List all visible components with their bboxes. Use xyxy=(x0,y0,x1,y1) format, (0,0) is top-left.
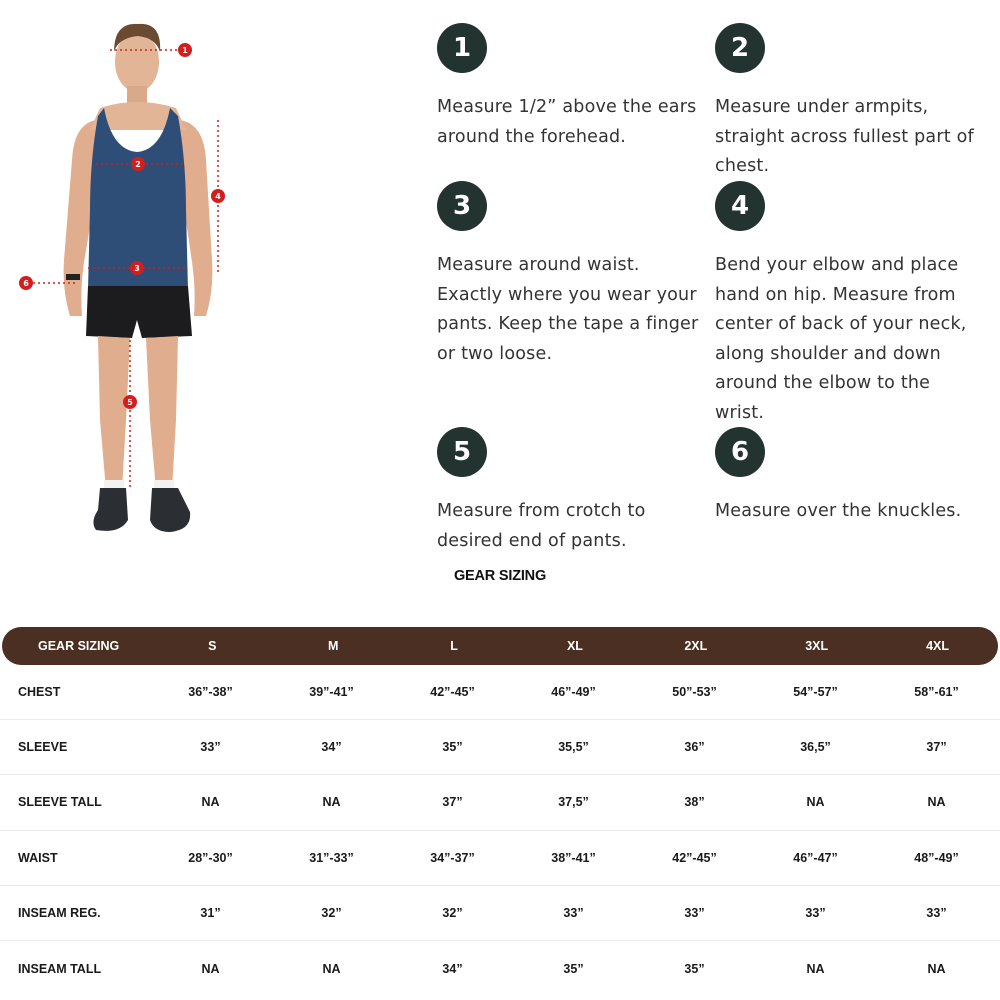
row-label: WAIST xyxy=(18,850,58,865)
step-2 xyxy=(715,23,995,182)
marker-5 xyxy=(123,395,137,409)
table-cell: NA xyxy=(201,961,220,976)
step-number-badge: 1 xyxy=(437,23,487,73)
table-cell: 36”-38” xyxy=(188,685,233,700)
table-cell: 28”-30” xyxy=(188,850,233,865)
table-row-chest xyxy=(0,665,1000,720)
step-description: Measure over the knuckles. xyxy=(715,501,962,521)
row-label: INSEAM TALL xyxy=(18,961,102,976)
table-cell: 32” xyxy=(321,905,342,920)
table-cell: NA xyxy=(322,961,341,976)
table-cell: 50”-53” xyxy=(672,685,717,700)
table-cell: NA xyxy=(201,795,220,810)
header-size-m: M xyxy=(327,639,339,653)
table-cell: NA xyxy=(322,795,341,810)
step-1 xyxy=(437,23,717,152)
header-size-4xl: 4XL xyxy=(926,639,950,653)
table-cell: 37,5” xyxy=(558,795,589,810)
table-cell: 32” xyxy=(442,905,463,920)
table-cell: NA xyxy=(806,795,825,810)
table-cell: 36” xyxy=(684,740,705,755)
step-number-badge: 5 xyxy=(437,427,487,477)
table-cell: 42”-45” xyxy=(672,850,717,865)
table-row-sleeve-tall xyxy=(0,775,1000,830)
step-description: Measure 1/2” above the ears around the forehead. xyxy=(437,97,697,147)
svg-text:1: 1 xyxy=(182,46,188,55)
step-number-badge: 2 xyxy=(715,23,765,73)
table-cell: 36,5” xyxy=(800,740,831,755)
gear-sizing-table xyxy=(0,627,1000,996)
marker-3 xyxy=(130,261,144,275)
step-3 xyxy=(437,181,717,369)
row-label: INSEAM REG. xyxy=(18,905,101,920)
header-size-xl: XL xyxy=(566,639,583,653)
svg-text:6: 6 xyxy=(23,279,29,288)
table-cell: NA xyxy=(806,961,825,976)
row-label: SLEEVE xyxy=(18,740,68,755)
table-cell: 38” xyxy=(684,795,705,810)
table-cell: 39”-41” xyxy=(309,685,354,700)
table-cell: 46”-47” xyxy=(793,850,838,865)
svg-text:3: 3 xyxy=(134,264,140,273)
step-number-badge: 4 xyxy=(715,181,765,231)
marker-4 xyxy=(211,189,225,203)
gear-sizing-title: GEAR SIZING xyxy=(453,568,547,584)
header-size-2xl: 2XL xyxy=(684,639,708,653)
svg-text:2: 2 xyxy=(135,160,141,169)
step-number-badge: 3 xyxy=(437,181,487,231)
table-cell: NA xyxy=(927,795,946,810)
measurement-figure xyxy=(0,0,260,560)
step-6 xyxy=(715,427,995,527)
table-cell: 37” xyxy=(926,740,947,755)
table-cell: 42”-45” xyxy=(430,685,475,700)
table-cell: 34” xyxy=(442,961,463,976)
table-cell: 33” xyxy=(200,740,221,755)
table-cell: 46”-49” xyxy=(551,685,596,700)
step-description: Measure under armpits, straight across fullest part of chest. xyxy=(715,97,974,176)
table-cell: 35” xyxy=(563,961,584,976)
marker-2 xyxy=(131,157,145,171)
table-cell: 33” xyxy=(684,905,705,920)
table-cell: 34” xyxy=(321,740,342,755)
marker-1 xyxy=(178,43,192,57)
table-cell: 31” xyxy=(200,905,221,920)
header-size-3xl: 3XL xyxy=(805,639,829,653)
row-label: CHEST xyxy=(18,685,61,700)
table-cell: NA xyxy=(927,961,946,976)
table-row-waist xyxy=(0,831,1000,886)
step-4 xyxy=(715,181,995,428)
table-cell: 58”-61” xyxy=(914,685,959,700)
header-size-s: S xyxy=(208,639,217,653)
table-cell: 33” xyxy=(563,905,584,920)
table-cell: 31”-33” xyxy=(309,850,354,865)
step-description: Measure from crotch to desired end of pants. xyxy=(437,501,646,551)
table-row-inseam-reg xyxy=(0,886,1000,941)
step-5 xyxy=(437,427,717,556)
table-header xyxy=(2,627,998,665)
header-label: GEAR SIZING xyxy=(38,639,120,653)
table-row-inseam-tall xyxy=(0,941,1000,996)
step-description: Measure around waist. Exactly where you wear your pants. Keep the tape a finger or two loose. xyxy=(437,255,699,364)
table-cell: 34”-37” xyxy=(430,850,475,865)
table-row-sleeve xyxy=(0,720,1000,775)
step-description: Bend your elbow and place hand on hip. Measure from center of back of your neck, along shoulder and down around the elbow to the wrist. xyxy=(715,255,967,423)
header-size-l: L xyxy=(450,639,458,653)
table-cell: 54”-57” xyxy=(793,685,838,700)
svg-text:4: 4 xyxy=(215,192,221,201)
table-cell: 48”-49” xyxy=(914,850,959,865)
marker-6 xyxy=(19,276,33,290)
table-cell: 33” xyxy=(805,905,826,920)
table-cell: 35” xyxy=(684,961,705,976)
table-cell: 37” xyxy=(442,795,463,810)
table-cell: 38”-41” xyxy=(551,850,596,865)
table-cell: 35,5” xyxy=(558,740,589,755)
step-number-badge: 6 xyxy=(715,427,765,477)
row-label: SLEEVE TALL xyxy=(18,795,102,810)
svg-text:5: 5 xyxy=(127,398,133,407)
table-cell: 35” xyxy=(442,740,463,755)
table-cell: 33” xyxy=(926,905,947,920)
